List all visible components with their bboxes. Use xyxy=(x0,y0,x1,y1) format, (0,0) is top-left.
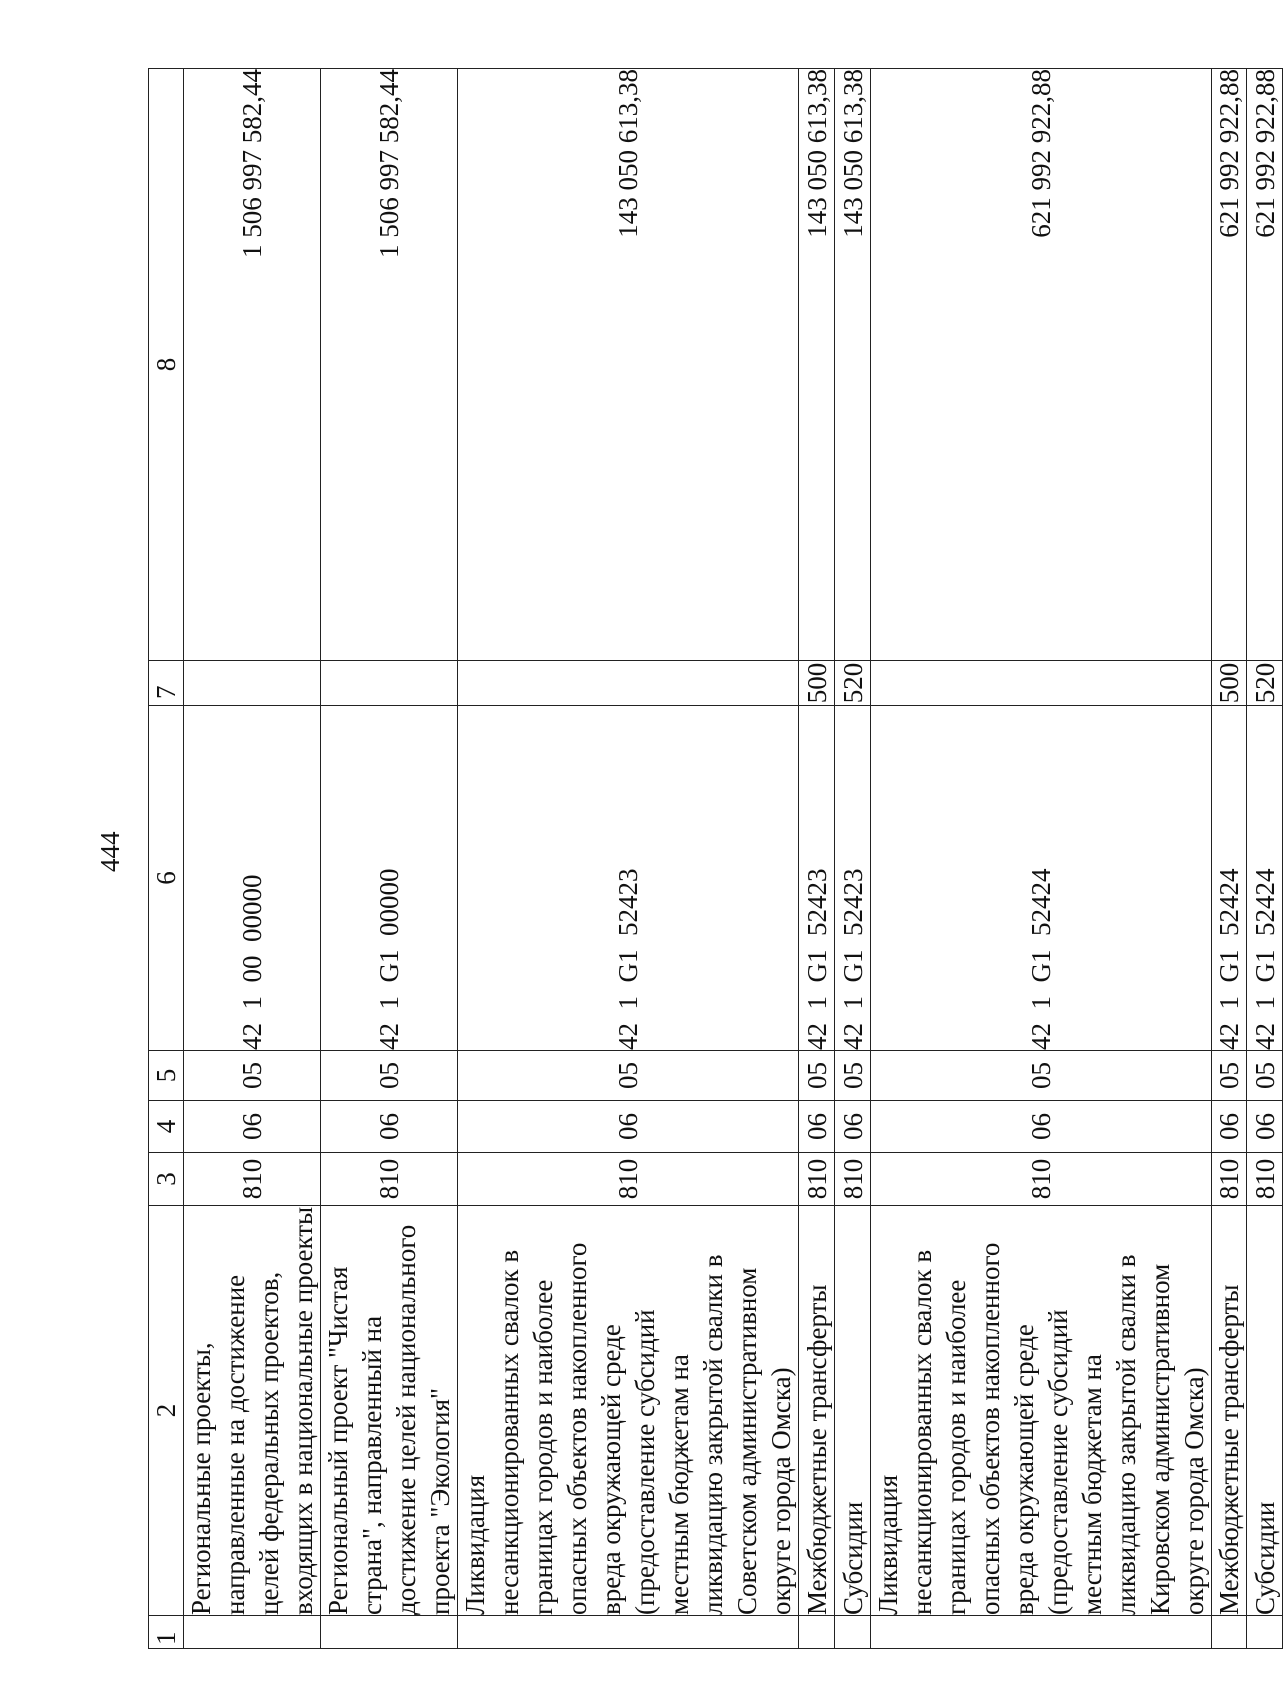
row-name: Региональные проекты, направленные на достижение целей федеральных проектов, входящих в национальные проекты xyxy=(184,1206,321,1616)
row-col1 xyxy=(835,1616,871,1649)
row-c6: 42 1 G1 52423 xyxy=(799,706,835,1051)
header-col-5: 5 xyxy=(149,1051,184,1101)
table-row xyxy=(1212,69,1247,1649)
row-c5: 05 xyxy=(871,1051,1212,1101)
row-c4: 06 xyxy=(184,1101,321,1153)
row-c6: 42 1 G1 52424 xyxy=(1247,706,1283,1051)
table-row xyxy=(458,69,799,1649)
row-col1 xyxy=(184,1616,321,1649)
row-amount: 1 506 997 582,44 xyxy=(321,69,458,661)
header-col-4: 4 xyxy=(149,1101,184,1153)
row-c6: 42 1 G1 52424 xyxy=(1212,706,1247,1051)
row-amount: 621 992 922,88 xyxy=(1212,69,1247,661)
table-row xyxy=(835,69,871,1649)
row-c5: 05 xyxy=(321,1051,458,1101)
row-c3: 810 xyxy=(835,1153,871,1206)
row-c4: 06 xyxy=(1247,1101,1283,1153)
header-row xyxy=(149,69,184,1649)
row-c5: 05 xyxy=(799,1051,835,1101)
row-col1 xyxy=(799,1616,835,1649)
header-col-1: 1 xyxy=(149,1616,184,1649)
row-c4: 06 xyxy=(799,1101,835,1153)
row-c4: 06 xyxy=(1212,1101,1247,1153)
row-c6: 42 1 G1 52423 xyxy=(458,706,799,1051)
row-c6: 42 1 00 00000 xyxy=(184,706,321,1051)
table-row xyxy=(1247,69,1283,1649)
row-c4: 06 xyxy=(458,1101,799,1153)
row-c3: 810 xyxy=(1212,1153,1247,1206)
page-number: 444 xyxy=(95,831,125,872)
row-name: Субсидии xyxy=(1247,1206,1283,1616)
header-col-2: 2 xyxy=(149,1206,184,1616)
row-amount: 1 506 997 582,44 xyxy=(184,69,321,661)
row-c5: 05 xyxy=(458,1051,799,1101)
row-c4: 06 xyxy=(321,1101,458,1153)
row-c3: 810 xyxy=(871,1153,1212,1206)
row-c7 xyxy=(184,661,321,706)
row-amount: 621 992 922,88 xyxy=(871,69,1212,661)
table-row xyxy=(184,69,321,1649)
row-c7 xyxy=(871,661,1212,706)
table-row xyxy=(799,69,835,1649)
row-c5: 05 xyxy=(184,1051,321,1101)
row-c3: 810 xyxy=(458,1153,799,1206)
row-c3: 810 xyxy=(799,1153,835,1206)
row-name: Ликвидация несанкционированных свалок в границах городов и наиболее опасных объектов накопленного вреда окружающей среде (предоставление субсидий местным бюджетам на ликвидацию закрытой свалки в Кировском административном округе города Омска) xyxy=(871,1206,1212,1616)
row-amount: 143 050 613,38 xyxy=(835,69,871,661)
row-c3: 810 xyxy=(184,1153,321,1206)
row-name: Субсидии xyxy=(835,1206,871,1616)
row-c7: 500 xyxy=(1212,661,1247,706)
header-col-8: 8 xyxy=(149,69,184,661)
row-name: Ликвидация несанкционированных свалок в границах городов и наиболее опасных объектов накопленного вреда окружающей среде (предоставление субсидий местным бюджетам на ликвидацию закрытой свалки в Советском административном округе города Омска) xyxy=(458,1206,799,1616)
row-c6: 42 1 G1 52424 xyxy=(871,706,1212,1051)
row-name: Региональный проект "Чистая страна", направленный на достижение целей национального проекта "Экология" xyxy=(321,1206,458,1616)
row-c4: 06 xyxy=(871,1101,1212,1153)
row-c7 xyxy=(321,661,458,706)
row-c7: 500 xyxy=(799,661,835,706)
budget-table xyxy=(148,68,1283,1649)
row-c6: 42 1 G1 52423 xyxy=(835,706,871,1051)
row-col1 xyxy=(458,1616,799,1649)
row-c5: 05 xyxy=(1212,1051,1247,1101)
row-name: Межбюджетные трансферты xyxy=(1212,1206,1247,1616)
header-col-7: 7 xyxy=(149,661,184,706)
table-row xyxy=(321,69,458,1649)
row-amount: 143 050 613,38 xyxy=(458,69,799,661)
header-col-3: 3 xyxy=(149,1153,184,1206)
row-c3: 810 xyxy=(1247,1153,1283,1206)
row-amount: 621 992 922,88 xyxy=(1247,69,1283,661)
header-col-6: 6 xyxy=(149,706,184,1051)
row-c6: 42 1 G1 00000 xyxy=(321,706,458,1051)
row-c4: 06 xyxy=(835,1101,871,1153)
row-c7: 520 xyxy=(1247,661,1283,706)
row-col1 xyxy=(871,1616,1212,1649)
row-c7 xyxy=(458,661,799,706)
row-col1 xyxy=(1212,1616,1247,1649)
row-amount: 143 050 613,38 xyxy=(799,69,835,661)
row-c3: 810 xyxy=(321,1153,458,1206)
row-c7: 520 xyxy=(835,661,871,706)
rotated-table-container xyxy=(148,69,1280,1649)
row-c5: 05 xyxy=(835,1051,871,1101)
row-name: Межбюджетные трансферты xyxy=(799,1206,835,1616)
row-col1 xyxy=(321,1616,458,1649)
row-col1 xyxy=(1247,1616,1283,1649)
row-c5: 05 xyxy=(1247,1051,1283,1101)
table-row xyxy=(871,69,1212,1649)
